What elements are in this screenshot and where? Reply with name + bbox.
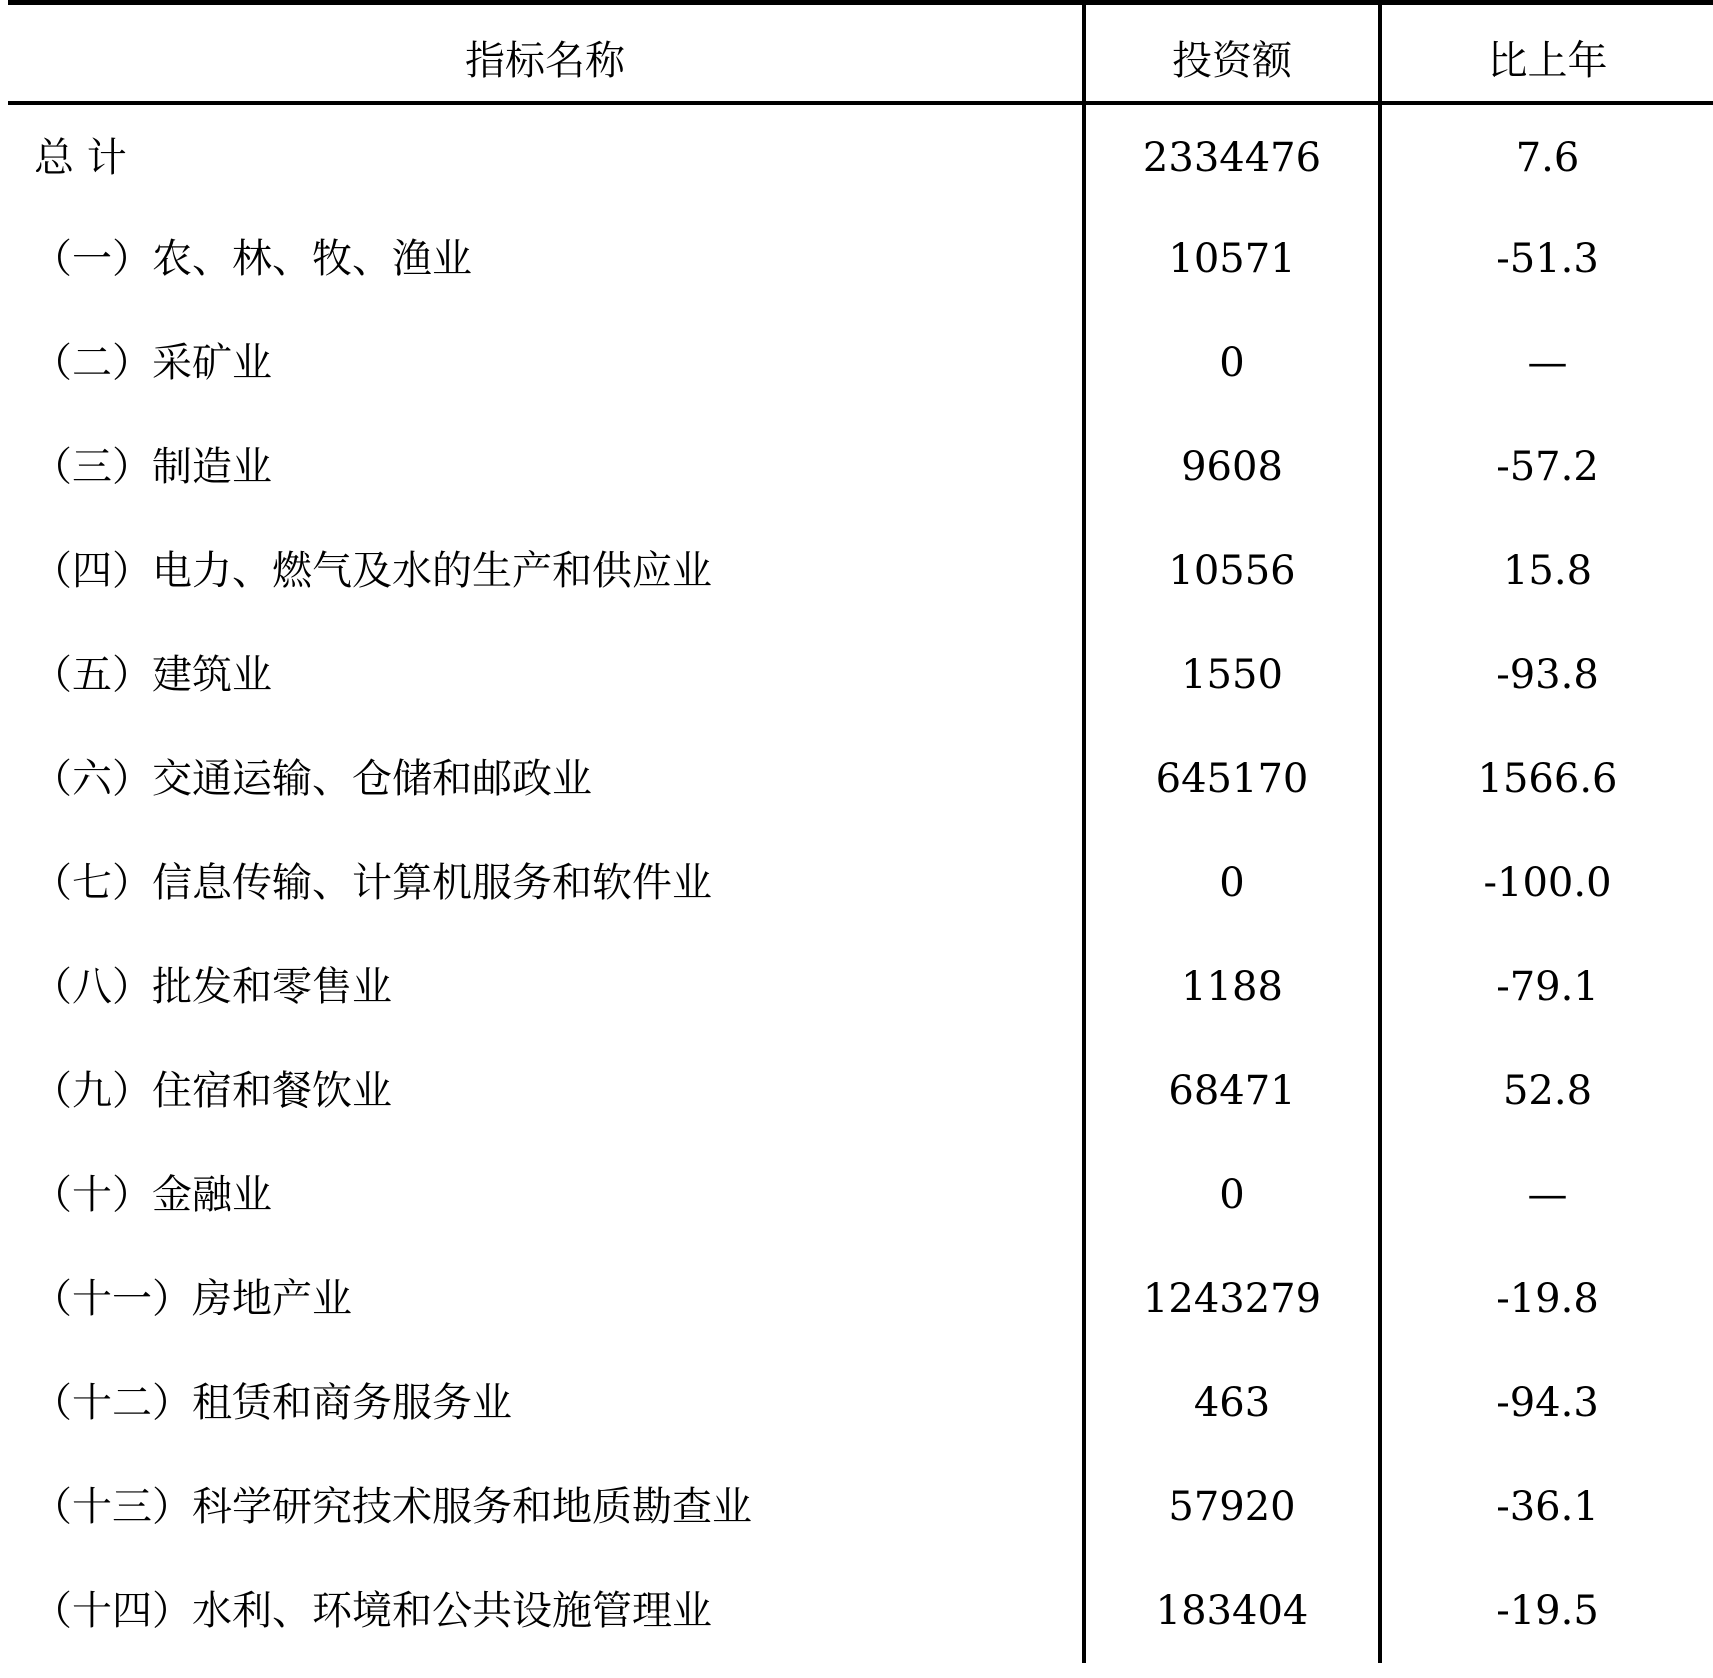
header-investment: 投资额 bbox=[1084, 3, 1380, 103]
table-row bbox=[8, 1455, 1713, 1559]
table-row bbox=[8, 623, 1713, 727]
row-name: （二）采矿业 bbox=[32, 339, 272, 386]
row-name: （一）农、林、牧、渔业 bbox=[32, 235, 472, 282]
row-investment: 2334476 bbox=[1084, 103, 1380, 207]
row-investment: 10571 bbox=[1084, 207, 1380, 311]
row-change: 52.8 bbox=[1380, 1039, 1713, 1143]
row-name: 总 计 bbox=[34, 134, 127, 181]
row-change: -100.0 bbox=[1380, 831, 1713, 935]
row-change: -93.8 bbox=[1380, 623, 1713, 727]
row-change: -19.8 bbox=[1380, 1247, 1713, 1351]
row-investment: 0 bbox=[1084, 1143, 1380, 1247]
row-investment: 463 bbox=[1084, 1351, 1380, 1455]
row-name: （十一）房地产业 bbox=[32, 1275, 352, 1322]
row-name: （八）批发和零售业 bbox=[32, 963, 392, 1010]
row-investment: 57920 bbox=[1084, 1455, 1380, 1559]
row-change: -19.5 bbox=[1380, 1559, 1713, 1663]
row-name: （四）电力、燃气及水的生产和供应业 bbox=[32, 547, 712, 594]
row-change: -79.1 bbox=[1380, 935, 1713, 1039]
header-row bbox=[8, 3, 1713, 103]
row-investment: 9608 bbox=[1084, 415, 1380, 519]
table-row bbox=[8, 311, 1713, 415]
row-change: 1566.6 bbox=[1380, 727, 1713, 831]
table-row bbox=[8, 1143, 1713, 1247]
row-investment: 10556 bbox=[1084, 519, 1380, 623]
header-change: 比上年 bbox=[1380, 3, 1713, 103]
investment-by-industry-table bbox=[8, 0, 1713, 1663]
row-name: （十三）科学研究技术服务和地质勘查业 bbox=[32, 1483, 752, 1530]
table-row bbox=[8, 207, 1713, 311]
table-body bbox=[8, 103, 1713, 1663]
row-investment: 1550 bbox=[1084, 623, 1380, 727]
row-investment: 183404 bbox=[1084, 1559, 1380, 1663]
row-investment: 645170 bbox=[1084, 727, 1380, 831]
row-change: — bbox=[1380, 1143, 1713, 1247]
table-header bbox=[8, 3, 1713, 103]
table-row bbox=[8, 1351, 1713, 1455]
table-row bbox=[8, 727, 1713, 831]
row-change: 7.6 bbox=[1380, 103, 1713, 207]
row-name: （六）交通运输、仓储和邮政业 bbox=[32, 755, 592, 802]
table-row bbox=[8, 935, 1713, 1039]
table-row bbox=[8, 1559, 1713, 1663]
row-name: （五）建筑业 bbox=[32, 651, 272, 698]
row-investment: 1243279 bbox=[1084, 1247, 1380, 1351]
row-name: （十四）水利、环境和公共设施管理业 bbox=[32, 1587, 712, 1634]
row-change: 15.8 bbox=[1380, 519, 1713, 623]
header-indicator-name: 指标名称 bbox=[8, 3, 1084, 103]
row-change: — bbox=[1380, 311, 1713, 415]
row-name: （九）住宿和餐饮业 bbox=[32, 1067, 392, 1114]
row-name: （十）金融业 bbox=[32, 1171, 272, 1218]
table-row bbox=[8, 831, 1713, 935]
row-change: -36.1 bbox=[1380, 1455, 1713, 1559]
row-investment: 68471 bbox=[1084, 1039, 1380, 1143]
table-row bbox=[8, 1247, 1713, 1351]
row-change: -51.3 bbox=[1380, 207, 1713, 311]
row-investment: 0 bbox=[1084, 831, 1380, 935]
row-name: （十二）租赁和商务服务业 bbox=[32, 1379, 512, 1426]
row-change: -57.2 bbox=[1380, 415, 1713, 519]
row-name: （七）信息传输、计算机服务和软件业 bbox=[32, 859, 712, 906]
table-row bbox=[8, 519, 1713, 623]
row-name: （三）制造业 bbox=[32, 443, 272, 490]
row-investment: 1188 bbox=[1084, 935, 1380, 1039]
table-row bbox=[8, 415, 1713, 519]
row-change: -94.3 bbox=[1380, 1351, 1713, 1455]
row-investment: 0 bbox=[1084, 311, 1380, 415]
table-row bbox=[8, 1039, 1713, 1143]
table-row-total bbox=[8, 103, 1713, 207]
